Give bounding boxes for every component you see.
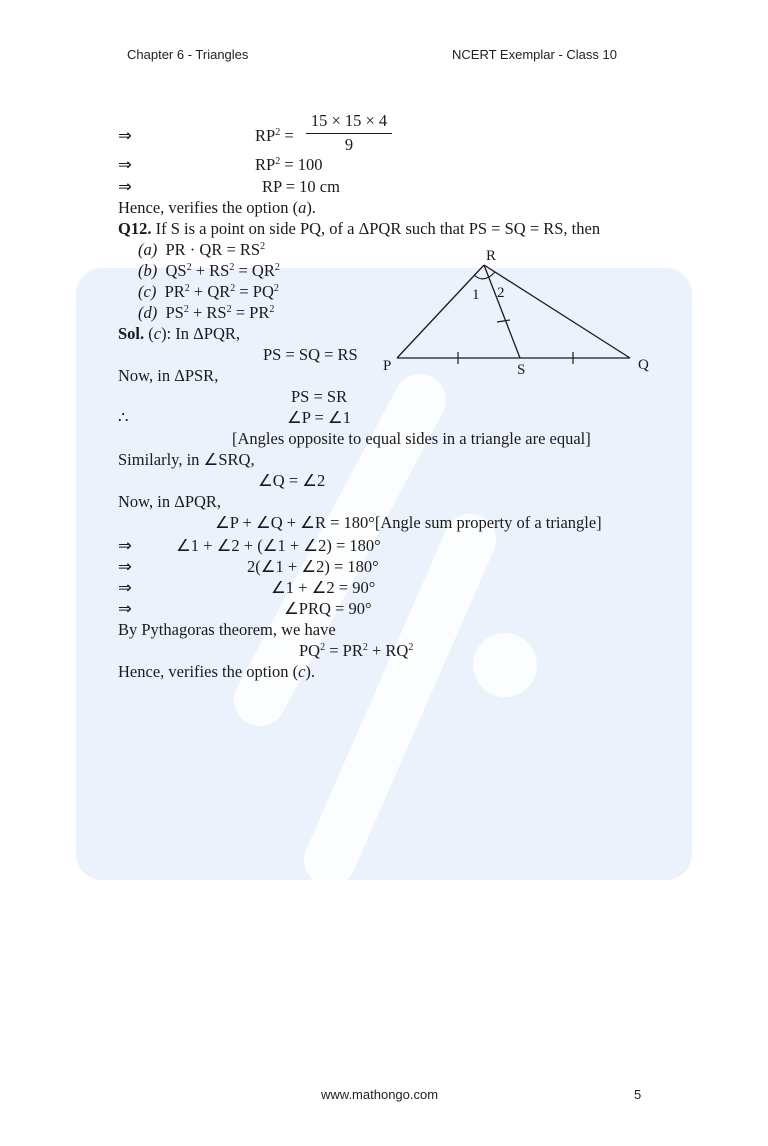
sol-line-angle-p: ∠P = ∠1 xyxy=(287,408,351,427)
sol-line-now-pqr: Now, in ΔPQR, xyxy=(118,492,222,511)
rp-squared-eq: $RP^2$ = xyxy=(255,126,294,145)
solution-heading: Sol. (c): In ΔPQR, xyxy=(118,324,241,343)
sol-line-pythagoras: By Pythagoras theorem, we have xyxy=(118,620,336,639)
hence-option-a: Hence, verifies the option (a). xyxy=(118,198,316,217)
implies-arrow: ⇒ xyxy=(118,126,132,145)
sol-line-pq-squared: $PQ^2 = PR^2 + RQ^2$ xyxy=(299,641,414,660)
hence-option-c: Hence, verifies the option (c). xyxy=(118,662,316,681)
option-a: (a) PR · QR = $RS^2$ xyxy=(138,240,266,259)
sol-line-eq4: ∠PRQ = 90° xyxy=(284,599,372,618)
implies-arrow: ⇒ xyxy=(118,578,132,597)
fraction-numerator: 15 × 15 × 4 xyxy=(306,113,392,134)
sol-line-angle-q: ∠Q = ∠2 xyxy=(258,471,326,490)
sol-line-eq3: ∠1 + ∠2 = 90° xyxy=(271,578,376,597)
rp-10: RP = 10 cm xyxy=(262,177,340,196)
sol-line-ps-sr: PS = SR xyxy=(291,387,348,406)
option-d: (d) $PS^2 + RS^2 = PR^2$ xyxy=(138,303,275,322)
fraction-denominator: 9 xyxy=(344,134,354,154)
angle-1-label: 1 xyxy=(472,287,480,303)
vertex-r-label: R xyxy=(486,248,497,264)
option-c: (c) $PR^2 + QR^2 = PQ^2$ xyxy=(138,282,279,301)
footer-site: www.mathongo.com xyxy=(321,1087,439,1102)
sol-line-eq1: ∠1 + ∠2 + (∠1 + ∠2) = 180° xyxy=(176,536,381,555)
vertex-q-label: Q xyxy=(638,357,649,373)
implies-arrow: ⇒ xyxy=(118,599,132,618)
page-number: 5 xyxy=(634,1087,642,1102)
question-12: Q12. If S is a point on side PQ, of a ΔPQR such that PS = SQ = RS, then xyxy=(118,219,601,238)
sol-line-ps-sq-rs: PS = SQ = RS xyxy=(263,345,358,364)
rp-squared-100: $RP^2 = 100$ xyxy=(255,155,323,174)
sol-line-angle-sum: ∠P + ∠Q + ∠R = 180°[Angle sum property of a triangle] xyxy=(215,513,602,532)
sol-line-eq2: 2(∠1 + ∠2) = 180° xyxy=(247,557,379,576)
sol-line-now-psr: Now, in ΔPSR, xyxy=(118,366,219,385)
option-b: (b) $QS^2 + RS^2 = QR^2$ xyxy=(138,261,280,280)
header-book: NCERT Exemplar - Class 10 xyxy=(452,47,617,62)
implies-arrow: ⇒ xyxy=(118,177,132,196)
sol-line-reason: [Angles opposite to equal sides in a triangle are equal] xyxy=(232,429,591,448)
angle-2-label: 2 xyxy=(497,285,505,301)
vertex-p-label: P xyxy=(383,358,392,374)
header-chapter: Chapter 6 - Triangles xyxy=(127,47,249,62)
sol-line-similarly: Similarly, in ∠SRQ, xyxy=(118,450,255,469)
therefore-symbol: ∴ xyxy=(118,408,129,427)
implies-arrow: ⇒ xyxy=(118,557,132,576)
implies-arrow: ⇒ xyxy=(118,536,132,555)
implies-arrow: ⇒ xyxy=(118,155,132,174)
point-s-label: S xyxy=(517,362,526,378)
